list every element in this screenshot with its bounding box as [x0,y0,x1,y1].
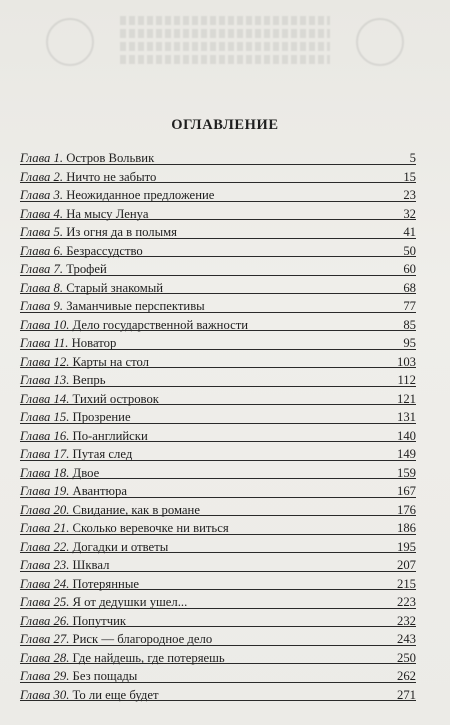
page-number: 243 [396,632,416,646]
toc-entry [20,223,416,242]
leader-line [20,164,416,165]
toc-entry-label [20,205,148,224]
chapter-title: Шквал [72,558,110,572]
toc-entry [20,575,416,594]
page-number: 262 [396,669,416,683]
page-number: 250 [396,650,416,665]
toc-entry [20,186,416,205]
leader-line [20,478,416,479]
page-number: 207 [396,558,416,572]
page-number: 176 [396,502,416,517]
chapter-number: Глава 4. [20,206,64,221]
toc-entry-label [20,482,127,501]
chapter-number: Глава 28. [20,650,70,665]
toc-entry-label [20,168,156,187]
leader-line [20,256,416,257]
chapter-number: Глава 5. [20,225,64,239]
page-number: 77 [403,299,416,313]
toc-entry [20,464,416,483]
page-number: 149 [396,447,416,461]
toc-entry [20,593,416,612]
chapter-number: Глава 18. [20,465,70,480]
chapter-number: Глава 8. [20,280,64,295]
chapter-title: По-английски [72,428,148,443]
page-number: 271 [396,687,416,702]
toc-entry [20,501,416,520]
chapter-title: Свидание, как в романе [72,502,200,517]
chapter-title: Прозрение [72,410,131,424]
chapter-number: Глава 21. [20,521,70,535]
show-through-text [90,12,360,82]
leader-line [20,219,416,220]
chapter-number: Глава 1. [20,151,64,165]
chapter-number: Глава 16. [20,428,70,443]
toc-entry [20,649,416,668]
toc-entry [20,390,416,409]
chapter-number: Глава 23. [20,558,70,572]
toc-entry-label [20,186,214,205]
toc-entry [20,334,416,353]
chapter-title: То ли еще будет [72,687,159,702]
leader-line [20,663,416,664]
toc-entry [20,297,416,316]
leader-line [20,238,416,239]
chapter-title: Остров Вольвик [66,151,155,165]
leader-line [20,349,416,350]
leader-line [20,682,416,683]
page-number: 60 [403,262,416,276]
show-through-seal-right [356,18,404,66]
page-number: 23 [403,188,416,202]
toc-entry-label [20,427,148,446]
chapter-title: Трофей [66,262,107,276]
leader-line [20,626,416,627]
page-number: 50 [403,243,416,258]
toc-entry-label [20,575,139,594]
chapter-title: Путая след [72,447,133,461]
page-number: 32 [403,206,416,221]
table-of-contents [20,149,416,704]
chapter-title: Карты на стол [72,354,149,369]
toc-entry [20,316,416,335]
chapter-title: Я от дедушки ушел... [72,595,188,609]
toc-entry-label [20,630,212,649]
chapter-number: Глава 25. [20,595,70,609]
chapter-title: Новатор [71,336,117,350]
page-number: 103 [396,354,416,369]
page-number: 186 [396,521,416,535]
chapter-number: Глава 11. [20,336,69,350]
leader-line [20,552,416,553]
chapter-title: Где найдешь, где потеряешь [72,650,225,665]
leader-line [20,201,416,202]
page-number: 68 [403,280,416,295]
leader-line [20,293,416,294]
toc-entry-label [20,593,187,612]
page-number: 223 [396,595,416,609]
page-number: 121 [396,391,416,406]
leader-line [20,182,416,183]
toc-entry-label [20,334,116,353]
chapter-number: Глава 27. [20,632,70,646]
chapter-title: Без пощады [72,669,138,683]
toc-entry [20,667,416,686]
toc-entry-label [20,279,163,298]
chapter-number: Глава 22. [20,539,70,554]
page-number: 41 [403,225,416,239]
toc-entry [20,612,416,631]
toc-entry [20,445,416,464]
leader-line [20,497,416,498]
toc-entry [20,149,416,168]
chapter-number: Глава 20. [20,502,70,517]
toc-entry [20,630,416,649]
toc-entry [20,556,416,575]
leader-line [20,700,416,701]
toc-entry-label [20,149,154,168]
leader-line [20,386,416,387]
leader-line [20,330,416,331]
toc-entry-label [20,260,107,279]
chapter-number: Глава 12. [20,354,70,369]
toc-entry-label [20,353,149,372]
toc-entry-label [20,297,205,316]
chapter-title: Старый знакомый [66,280,164,295]
chapter-number: Глава 26. [20,613,70,628]
toc-entry-label [20,464,99,483]
chapter-number: Глава 14. [20,391,70,406]
toc-entry-label [20,649,225,668]
toc-entry [20,260,416,279]
page-number: 112 [397,373,416,387]
leader-line [20,404,416,405]
chapter-title: Тихий островок [72,391,159,406]
toc-entry [20,686,416,705]
page-title: ОГЛАВЛЕНИЕ [171,117,279,133]
page-number: 15 [403,169,416,184]
page-number: 131 [396,410,416,424]
chapter-number: Глава 9. [20,299,64,313]
toc-entry [20,408,416,427]
page-number: 232 [396,613,416,628]
chapter-title: Ничто не забыто [66,169,157,184]
toc-entry-label [20,223,177,242]
toc-entry [20,427,416,446]
chapter-title: Риск — благородное дело [72,632,213,646]
chapter-title: На мысу Ленуа [66,206,149,221]
chapter-number: Глава 2. [20,169,64,184]
toc-entry-label [20,390,159,409]
chapter-title: Вепрь [72,373,106,387]
toc-entry-label [20,501,200,520]
chapter-number: Глава 3. [20,188,64,202]
toc-entry-label [20,686,159,705]
leader-line [20,515,416,516]
toc-entry-label [20,316,248,335]
chapter-title: Двое [72,465,100,480]
toc-entry-label [20,242,143,261]
toc-entry [20,371,416,390]
toc-entry [20,519,416,538]
page-number: 140 [396,428,416,443]
toc-entry [20,205,416,224]
chapter-number: Глава 30. [20,687,70,702]
chapter-number: Глава 13. [20,373,70,387]
toc-entry-label [20,519,229,538]
chapter-number: Глава 29. [20,669,70,683]
chapter-number: Глава 17. [20,447,70,461]
leader-line [20,589,416,590]
page-number: 159 [396,465,416,480]
leader-line [20,423,416,424]
page-number: 167 [396,484,416,498]
leader-line [20,608,416,609]
toc-entry [20,482,416,501]
chapter-number: Глава 10. [20,317,70,332]
toc-entry-label [20,538,168,557]
chapter-number: Глава 7. [20,262,64,276]
toc-entry [20,538,416,557]
leader-line [20,645,416,646]
chapter-title: Попутчик [72,613,127,628]
leader-line [20,275,416,276]
leader-line [20,460,416,461]
page-number: 85 [403,317,416,332]
chapter-title: Догадки и ответы [72,539,169,554]
leader-line [20,367,416,368]
chapter-title: Неожиданное предложение [66,188,215,202]
chapter-title: Потерянные [72,576,139,591]
toc-entry [20,279,416,298]
chapter-title: Сколько веревочке ни виться [72,521,229,535]
leader-line [20,441,416,442]
chapter-number: Глава 15. [20,410,70,424]
toc-entry-label [20,445,132,464]
toc-entry-label [20,667,137,686]
chapter-title: Заманчивые перспективы [66,299,205,313]
show-through-seal-left [46,18,94,66]
toc-entry-label [20,556,109,575]
toc-entry [20,353,416,372]
page-number: 215 [396,576,416,591]
leader-line [20,312,416,313]
toc-entry-label [20,612,126,631]
leader-line [20,571,416,572]
toc-entry [20,168,416,187]
chapter-number: Глава 24. [20,576,70,591]
chapter-title: Из огня да в полымя [66,225,178,239]
chapter-title: Безрассудство [66,243,143,258]
toc-entry [20,242,416,261]
page-number: 5 [409,151,416,165]
chapter-number: Глава 19. [20,484,70,498]
page-number: 195 [396,539,416,554]
page-number: 95 [403,336,416,350]
chapter-number: Глава 6. [20,243,64,258]
toc-entry-label [20,371,106,390]
chapter-title: Авантюра [72,484,127,498]
leader-line [20,534,416,535]
chapter-title: Дело государственной важности [72,317,249,332]
toc-entry-label [20,408,131,427]
